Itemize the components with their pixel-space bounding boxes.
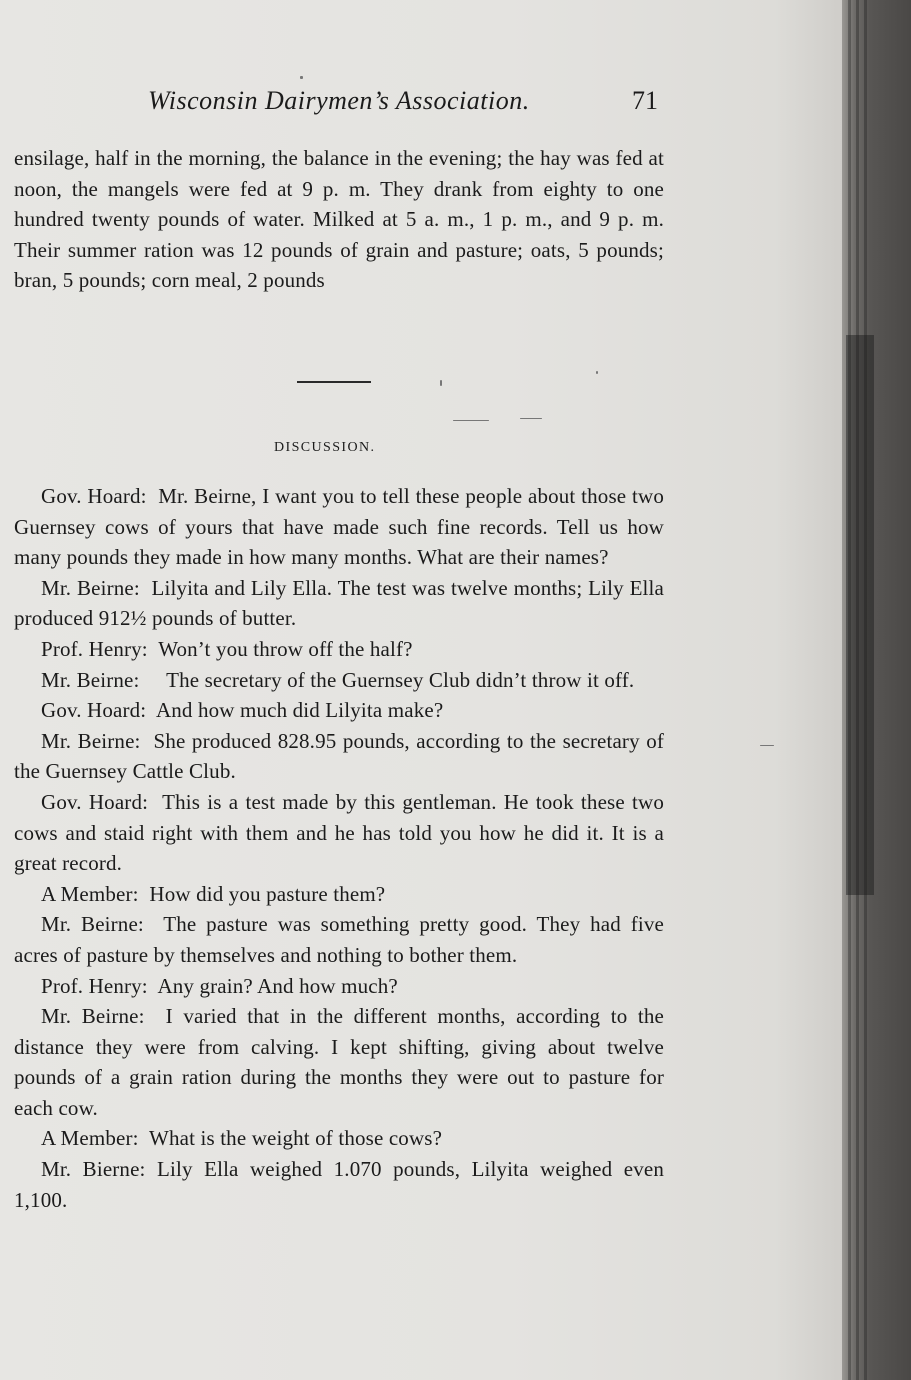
speech-text: And how much did Lilyita make? [155,698,444,723]
paper-speck [440,380,442,386]
speaker-name: Mr. Beirne: [41,912,144,937]
speaker-name: Mr. Beirne: [41,728,141,753]
speaker-name: Mr. Beirne: [41,1004,145,1029]
exchange-paragraph [14,573,664,634]
speech-text: What is the weight of those cows? [149,1126,443,1151]
speaker-name: Gov. Hoard: [41,484,147,508]
section-heading: DISCUSSION. [274,440,376,455]
speaker-name: Prof. Henry: [41,636,148,661]
exchange-paragraph [14,634,664,665]
speaker-name: Gov. Hoard: [41,698,147,723]
discussion-text-block [14,481,664,1215]
exchange-paragraph [14,879,664,910]
paper-speck [760,745,774,746]
speech-text: She produced 828.95 pounds, according to the secretary of the Guernsey Cattle Club. [14,728,664,784]
speech-text: I varied that in the different months, according to the distance they were from calving. I kept shifting, giving about twelve pounds of a grain ration during the months they were out to pasture for each cow. [14,1004,664,1120]
speech-text: Any grain? And how much? [157,973,398,998]
page-number: 71 [632,86,658,115]
speaker-name: Mr. Beirne: [41,575,140,600]
exchange-paragraph [14,971,664,1002]
speaker-name: Gov. Hoard: [41,789,149,814]
speech-text: Lilyita and Lily Ella. The test was twelve months; Lily Ella produced 912½ pounds of butter. [14,575,664,631]
exchange-paragraph [14,1154,664,1215]
section-divider-rule [297,381,371,383]
exchange-paragraph [14,1001,664,1123]
speech-text: How did you pasture them? [149,881,386,906]
paper-speck [520,418,542,419]
speech-text: The secretary of the Guernsey Club didn’t throw it off. [166,667,635,692]
speaker-name: A Member: [41,881,139,906]
paper-speck [453,420,489,421]
exchange-paragraph [14,726,664,787]
exchange-paragraph [14,665,664,696]
speaker-name: Mr. Beirne: [41,667,140,692]
speech-text: Won’t you throw off the half? [158,636,413,661]
speech-text: This is a test made by this gentleman. He took these two cows and staid right with them and he has told you how he did it. It is a great record. [14,789,664,876]
exchange-paragraph [14,695,664,726]
speaker-name: Mr. Bierne: [41,1157,146,1182]
intro-text-block [14,143,664,296]
paper-speck [300,76,303,79]
exchange-paragraph [14,787,664,879]
exchange-paragraph [14,1123,664,1154]
intro-paragraph: ensilage, half in the morning, the balance in the evening; the hay was fed at noon, the mangels were fed at 9 p. m. They drank from eighty to one hundred twenty pounds of water. Milked at 5 a. m., 1 p. m., and 9 p. m. Their summer ration was 12 pounds of grain and pasture; oats, 5 pounds; bran, 5 pounds; corn meal, 2 pounds [14,146,664,293]
speech-text: The pasture was something pretty good. They had five acres of pasture by themselves and nothing to bother them. [14,912,665,967]
running-head: Wisconsin Dairymen’s Association. [148,86,530,115]
exchange-paragraph [14,481,664,573]
exchange-paragraph [14,909,664,970]
speaker-name: Prof. Henry: [41,973,148,998]
paper-speck [596,371,598,374]
speech-text: Lily Ella weighed 1.070 pounds, Lilyita weighed even 1,100. [14,1157,665,1212]
speaker-name: A Member: [41,1126,139,1151]
spine-lettering-shadow [846,335,874,895]
speech-text: Mr. Beirne, I want you to tell these people about those two Guernsey cows of yours that have made such fine records. Tell us how many pounds they made in how many months. What are their names? [14,484,664,570]
